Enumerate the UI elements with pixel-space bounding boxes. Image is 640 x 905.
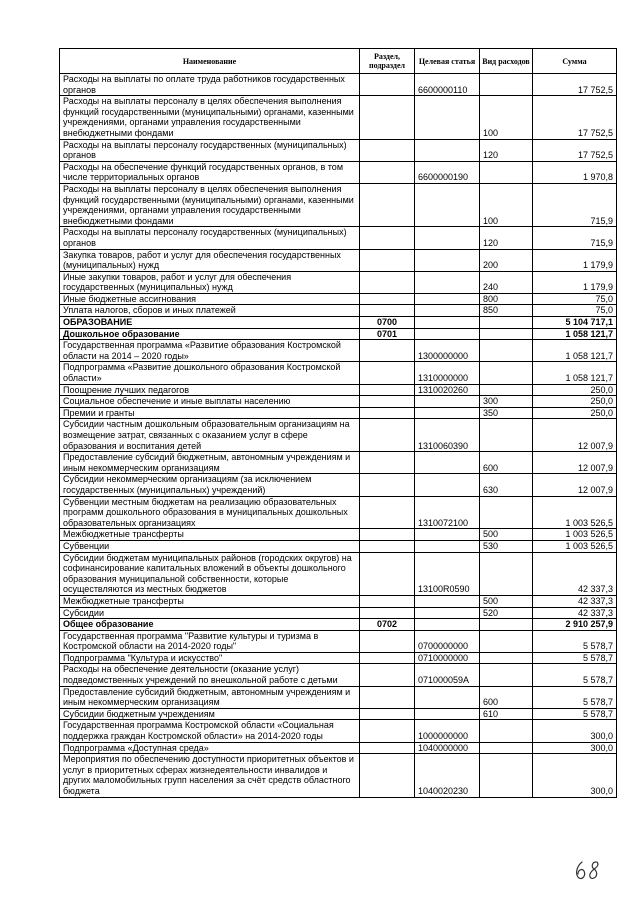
- cell-section: [360, 652, 415, 664]
- table-row: [60, 595, 617, 607]
- cell-type: 120: [480, 139, 533, 161]
- cell-target: [415, 227, 480, 249]
- table-row: [60, 340, 617, 362]
- cell-target: 1310060390: [415, 419, 480, 452]
- table-row: [60, 328, 617, 340]
- cell-target: 1040020230: [415, 754, 480, 797]
- table-row: [60, 161, 617, 183]
- cell-section: [360, 742, 415, 754]
- cell-amount: 5 104 717,1: [533, 317, 617, 329]
- cell-target: [415, 293, 480, 305]
- cell-type: [480, 664, 533, 686]
- cell-type: 300: [480, 396, 533, 408]
- cell-name: Иные бюджетные ассигнования: [60, 293, 360, 305]
- cell-name: Общее образование: [60, 619, 360, 631]
- cell-amount: 1 058 121,7: [533, 328, 617, 340]
- cell-target: [415, 271, 480, 293]
- cell-type: [480, 74, 533, 96]
- cell-section: [360, 271, 415, 293]
- cell-name: Субвенции: [60, 540, 360, 552]
- cell-amount: 12 007,9: [533, 419, 617, 452]
- cell-name: Расходы на выплаты персоналу государственных (муниципальных) органов: [60, 139, 360, 161]
- cell-type: 350: [480, 407, 533, 419]
- cell-amount: 250,0: [533, 384, 617, 396]
- cell-section: [360, 396, 415, 408]
- cell-name: Подпрограмма «Доступная среда»: [60, 742, 360, 754]
- cell-section: [360, 340, 415, 362]
- cell-section: [360, 183, 415, 226]
- cell-section: [360, 607, 415, 619]
- cell-type: 600: [480, 686, 533, 708]
- cell-target: 0700000000: [415, 630, 480, 652]
- cell-amount: 42 337,3: [533, 552, 617, 595]
- cell-target: 0710000000: [415, 652, 480, 664]
- cell-type: [480, 496, 533, 529]
- cell-target: [415, 452, 480, 474]
- header-target: Целевая статья: [415, 49, 480, 74]
- cell-target: 1000000000: [415, 720, 480, 742]
- cell-type: 630: [480, 474, 533, 496]
- cell-amount: 5 578,7: [533, 708, 617, 720]
- cell-name: Подпрограмма "Культура и искусство": [60, 652, 360, 664]
- cell-target: 071000059А: [415, 664, 480, 686]
- cell-type: [480, 720, 533, 742]
- cell-section: [360, 754, 415, 797]
- cell-type: 240: [480, 271, 533, 293]
- cell-name: Субсидии бюджетным учреждениям: [60, 708, 360, 720]
- cell-section: [360, 686, 415, 708]
- cell-name: Расходы на выплаты персоналу в целях обеспечения выполнения функций государственными (муниципальными) органами, казенными учреждениями, органами управления государственными внебюджетными фондами: [60, 96, 360, 139]
- cell-name: Расходы на выплаты персоналу государственных (муниципальных) органов: [60, 227, 360, 249]
- cell-name: Межбюджетные трансферты: [60, 529, 360, 541]
- cell-amount: 5 578,7: [533, 664, 617, 686]
- cell-name: Дошкольное образование: [60, 328, 360, 340]
- cell-target: [415, 328, 480, 340]
- cell-section: [360, 529, 415, 541]
- cell-name: Субсидии: [60, 607, 360, 619]
- cell-section: [360, 664, 415, 686]
- cell-name: Предоставление субсидий бюджетным, автономным учреждениям и иным некоммерческим организациям: [60, 686, 360, 708]
- cell-section: 0701: [360, 328, 415, 340]
- cell-type: [480, 630, 533, 652]
- cell-amount: 1 179,9: [533, 271, 617, 293]
- cell-section: [360, 96, 415, 139]
- cell-target: [415, 96, 480, 139]
- table-row: [60, 652, 617, 664]
- table-row: [60, 630, 617, 652]
- cell-target: [415, 183, 480, 226]
- cell-section: 0700: [360, 317, 415, 329]
- table-row: [60, 362, 617, 384]
- cell-amount: 12 007,9: [533, 452, 617, 474]
- cell-target: [415, 249, 480, 271]
- cell-target: [415, 619, 480, 631]
- header-amount: Сумма: [533, 49, 617, 74]
- cell-section: [360, 452, 415, 474]
- header-name: Наименование: [60, 49, 360, 74]
- cell-amount: 17 752,5: [533, 139, 617, 161]
- table-row: [60, 317, 617, 329]
- cell-amount: 1 003 526,5: [533, 496, 617, 529]
- cell-target: 1310000000: [415, 362, 480, 384]
- cell-amount: 2 910 257,9: [533, 619, 617, 631]
- cell-section: [360, 227, 415, 249]
- cell-target: [415, 607, 480, 619]
- table-row: [60, 529, 617, 541]
- table-row: [60, 607, 617, 619]
- header-type: Вид расходов: [480, 49, 533, 74]
- cell-name: Предоставление субсидий бюджетным, автономным учреждениям и иным некоммерческим организациям: [60, 452, 360, 474]
- cell-amount: 42 337,3: [533, 607, 617, 619]
- cell-amount: 5 578,7: [533, 686, 617, 708]
- cell-name: ОБРАЗОВАНИЕ: [60, 317, 360, 329]
- cell-amount: 1 003 526,5: [533, 540, 617, 552]
- cell-type: 600: [480, 452, 533, 474]
- cell-type: 520: [480, 607, 533, 619]
- table-row: [60, 183, 617, 226]
- cell-section: [360, 708, 415, 720]
- cell-amount: 17 752,5: [533, 96, 617, 139]
- cell-target: [415, 686, 480, 708]
- cell-section: [360, 74, 415, 96]
- handwritten-page-number: [573, 858, 607, 884]
- cell-amount: 75,0: [533, 293, 617, 305]
- cell-type: 530: [480, 540, 533, 552]
- cell-target: 1300000000: [415, 340, 480, 362]
- cell-target: [415, 407, 480, 419]
- cell-amount: 1 970,8: [533, 161, 617, 183]
- cell-amount: 250,0: [533, 407, 617, 419]
- cell-section: [360, 540, 415, 552]
- table-row: [60, 249, 617, 271]
- cell-type: [480, 652, 533, 664]
- cell-type: [480, 384, 533, 396]
- table-row: [60, 720, 617, 742]
- cell-type: [480, 419, 533, 452]
- cell-type: 100: [480, 96, 533, 139]
- cell-type: 120: [480, 227, 533, 249]
- cell-name: Субвенции местным бюджетам на реализацию образовательных программ дошкольного образования в муниципальных дошкольных образовательных организациях: [60, 496, 360, 529]
- cell-target: 6600000110: [415, 74, 480, 96]
- table-row: [60, 74, 617, 96]
- table-row: [60, 552, 617, 595]
- cell-amount: 1 003 526,5: [533, 529, 617, 541]
- cell-type: 500: [480, 595, 533, 607]
- cell-type: [480, 317, 533, 329]
- cell-section: 0702: [360, 619, 415, 631]
- cell-target: [415, 474, 480, 496]
- cell-name: Расходы на выплаты персоналу в целях обеспечения выполнения функций государственными (муниципальными) органами, казенными учреждениями, органами управления государственными внебюджетными фондами: [60, 183, 360, 226]
- cell-name: Государственная программа Костромской области «Социальная поддержка граждан Костромской области» на 2014-2020 годы: [60, 720, 360, 742]
- cell-name: Уплата налогов, сборов и иных платежей: [60, 305, 360, 317]
- cell-amount: 75,0: [533, 305, 617, 317]
- table-row: [60, 664, 617, 686]
- cell-name: Социальное обеспечение и иные выплаты населению: [60, 396, 360, 408]
- cell-amount: 715,9: [533, 227, 617, 249]
- cell-amount: 1 058 121,7: [533, 340, 617, 362]
- cell-target: [415, 396, 480, 408]
- cell-name: Иные закупки товаров, работ и услуг для обеспечения государственных (муниципальных) нужд: [60, 271, 360, 293]
- cell-amount: 250,0: [533, 396, 617, 408]
- cell-target: 13100R0590: [415, 552, 480, 595]
- cell-section: [360, 161, 415, 183]
- cell-type: 200: [480, 249, 533, 271]
- table-row: [60, 139, 617, 161]
- cell-amount: 300,0: [533, 720, 617, 742]
- cell-name: Поощрение лучших педагогов: [60, 384, 360, 396]
- cell-amount: 5 578,7: [533, 630, 617, 652]
- cell-name: Закупка товаров, работ и услуг для обеспечения государственных (муниципальных) нужд: [60, 249, 360, 271]
- cell-section: [360, 293, 415, 305]
- table-header: [60, 49, 617, 74]
- header-section: Раздел, подраздел: [360, 49, 415, 74]
- cell-name: Межбюджетные трансферты: [60, 595, 360, 607]
- cell-type: [480, 328, 533, 340]
- table-row: [60, 708, 617, 720]
- cell-name: Премии и гранты: [60, 407, 360, 419]
- cell-type: [480, 552, 533, 595]
- cell-amount: 300,0: [533, 742, 617, 754]
- cell-amount: 12 007,9: [533, 474, 617, 496]
- cell-target: [415, 139, 480, 161]
- cell-name: Государственная программа "Развитие культуры и туризма в Костромской области на 2014-2020 годы": [60, 630, 360, 652]
- cell-name: Государственная программа «Развитие образования Костромской области на 2014 – 2020 годы»: [60, 340, 360, 362]
- cell-amount: 715,9: [533, 183, 617, 226]
- table-row: [60, 419, 617, 452]
- table-row: [60, 474, 617, 496]
- cell-target: [415, 317, 480, 329]
- cell-amount: 17 752,5: [533, 74, 617, 96]
- cell-type: [480, 362, 533, 384]
- cell-section: [360, 474, 415, 496]
- table-row: [60, 754, 617, 797]
- cell-section: [360, 384, 415, 396]
- cell-section: [360, 552, 415, 595]
- table-row: [60, 619, 617, 631]
- cell-type: 610: [480, 708, 533, 720]
- cell-type: [480, 742, 533, 754]
- cell-section: [360, 362, 415, 384]
- cell-target: 1310072100: [415, 496, 480, 529]
- cell-section: [360, 419, 415, 452]
- cell-target: [415, 708, 480, 720]
- table-row: [60, 540, 617, 552]
- cell-name: Мероприятия по обеспечению доступности приоритетных объектов и услуг в приоритетных сферах жизнедеятельности инвалидов и других маломобильных групп населения за счёт средств областного бюджета: [60, 754, 360, 797]
- cell-section: [360, 496, 415, 529]
- table-row: [60, 384, 617, 396]
- cell-amount: 5 578,7: [533, 652, 617, 664]
- cell-name: Подпрограмма «Развитие дошкольного образования Костромской области»: [60, 362, 360, 384]
- cell-amount: 42 337,3: [533, 595, 617, 607]
- table-row: [60, 305, 617, 317]
- cell-name: Субсидии бюджетам муниципальных районов (городских округов) на софинансирование капитальных вложений в объекты дошкольного образования муниципальной собственности, которые осуществляются из местных бюджетов: [60, 552, 360, 595]
- budget-table: [59, 48, 617, 798]
- cell-target: [415, 305, 480, 317]
- table-body: [60, 74, 617, 798]
- table-row: [60, 686, 617, 708]
- cell-name: Субсидии частным дошкольным образовательным организациям на возмещение затрат, связанных с оказанием услуг в сфере образования и воспитания детей: [60, 419, 360, 452]
- cell-type: [480, 161, 533, 183]
- cell-target: 1040000000: [415, 742, 480, 754]
- table-row: [60, 407, 617, 419]
- cell-target: 1310020260: [415, 384, 480, 396]
- cell-target: [415, 595, 480, 607]
- cell-type: [480, 754, 533, 797]
- cell-name: Расходы на обеспечение деятельности (оказание услуг) подведомственных учреждений по внешкольной работе с детьми: [60, 664, 360, 686]
- cell-section: [360, 139, 415, 161]
- cell-amount: 1 058 121,7: [533, 362, 617, 384]
- cell-type: 100: [480, 183, 533, 226]
- cell-section: [360, 720, 415, 742]
- cell-target: [415, 540, 480, 552]
- cell-name: Субсидии некоммерческим организациям (за исключением государственных (муниципальных) учреждений): [60, 474, 360, 496]
- table-row: [60, 96, 617, 139]
- cell-name: Расходы на выплаты по оплате труда работников государственных органов: [60, 74, 360, 96]
- cell-section: [360, 407, 415, 419]
- table-row: [60, 396, 617, 408]
- cell-target: 6600000190: [415, 161, 480, 183]
- cell-name: Расходы на обеспечение функций государственных органов, в том числе территориальных органов: [60, 161, 360, 183]
- cell-type: 500: [480, 529, 533, 541]
- cell-type: 850: [480, 305, 533, 317]
- table-row: [60, 271, 617, 293]
- table-row: [60, 496, 617, 529]
- table-row: [60, 293, 617, 305]
- table-row: [60, 742, 617, 754]
- cell-section: [360, 595, 415, 607]
- cell-target: [415, 529, 480, 541]
- table-row: [60, 452, 617, 474]
- cell-type: [480, 619, 533, 631]
- cell-type: 800: [480, 293, 533, 305]
- cell-amount: 1 179,9: [533, 249, 617, 271]
- table-row: [60, 227, 617, 249]
- cell-type: [480, 340, 533, 362]
- cell-section: [360, 305, 415, 317]
- cell-amount: 300,0: [533, 754, 617, 797]
- cell-section: [360, 630, 415, 652]
- cell-section: [360, 249, 415, 271]
